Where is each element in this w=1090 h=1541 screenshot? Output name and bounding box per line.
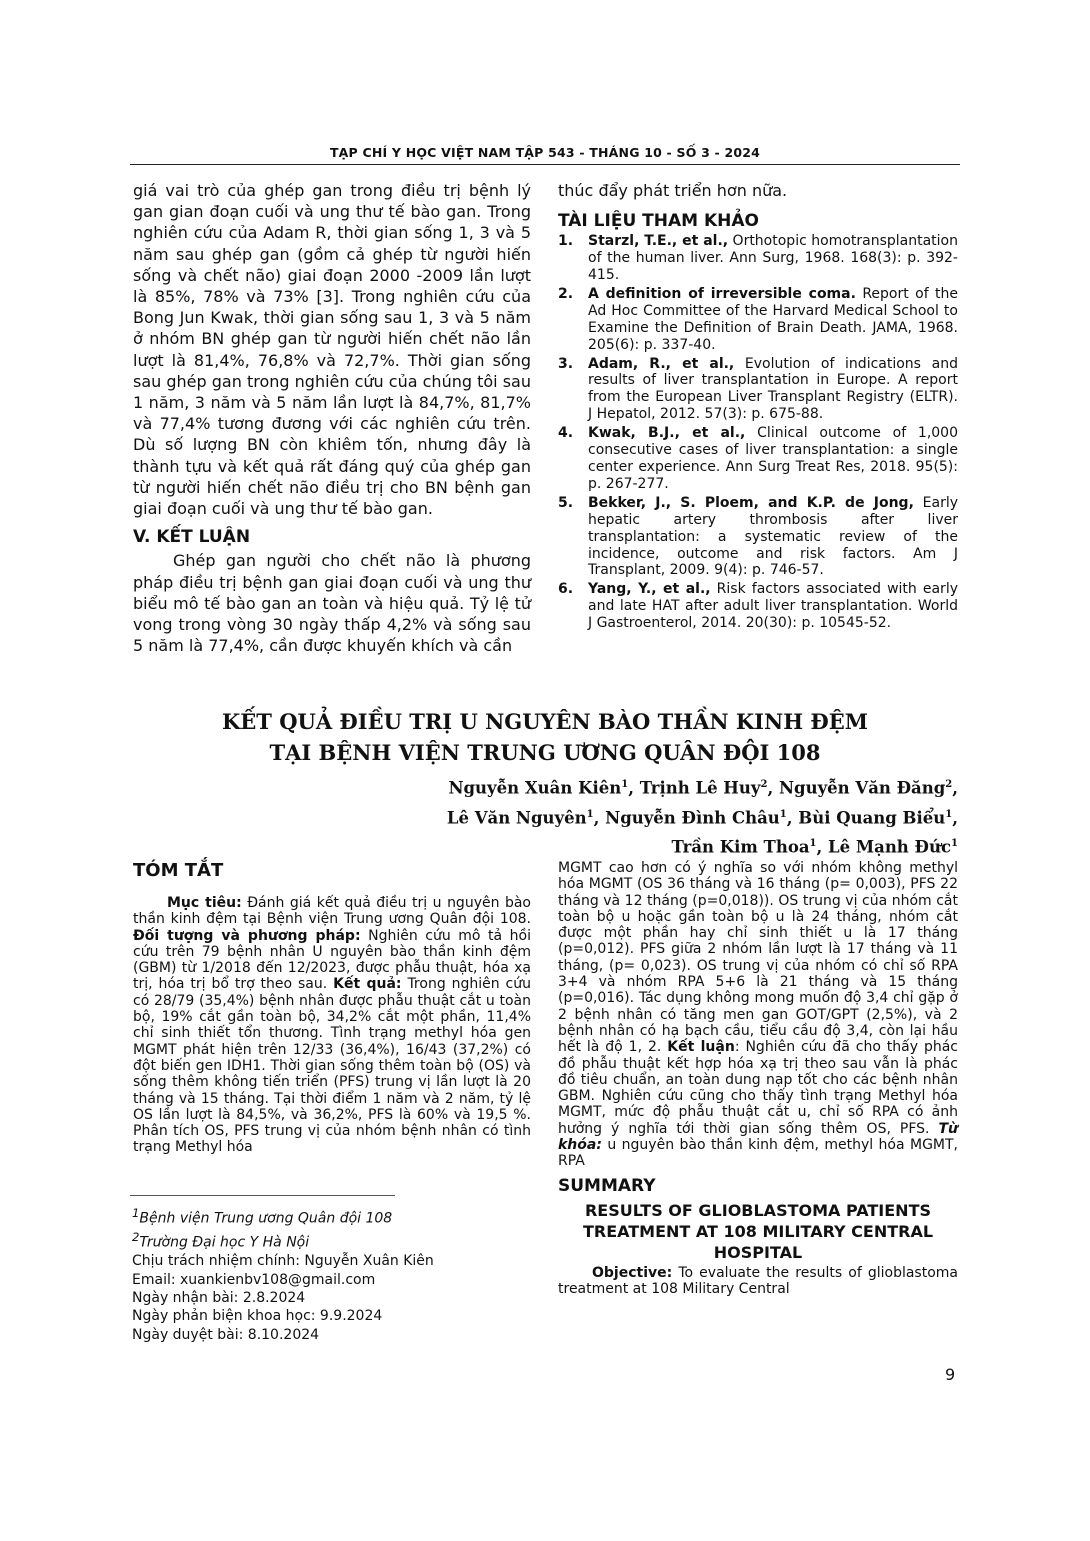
reference-item: 5. Bekker, J., S. Ploem, and K.P. de Jong, Early hepatic artery thrombosis after liver transplantation: a systematic review of the incidence, outcome and risk factors. Am J Transplant, 2009. 9(4): p. 746-57. (558, 494, 958, 579)
author-affiliation: 1 (945, 808, 953, 820)
author-name: Nguyễn Văn Đăng (778, 778, 946, 798)
abstract-heading: TÓM TẮT (133, 860, 224, 881)
author-list: Nguyễn Xuân Kiên$^1$, Trịnh Lê Huy$^2$, Nguyễn Văn Đăng$^2$, Lê Văn Nguyên$^1$, Nguyễn Đình Châu$^1$, Bùi Quang Biểu$^1$, Trần Kim Thoa$^1$, Lê Mạnh Đức$^1$ (446, 778, 958, 857)
accepted-date: Ngày duyệt bài: 8.10.2024 (132, 1326, 320, 1343)
abstract-continuation: MGMT cao hơn có ý nghĩa so với nhóm không methyl hóa MGMT (OS 36 tháng và 16 tháng (p= 0,003), PFS 22 tháng và 12 tháng (p=0,018)). OS trung vị của nhóm cắt toàn bộ u hoặc gần toàn bộ u là 24 tháng, nhóm cắt được một phần hay chỉ sinh thiết u là 17 tháng (p=0,012). PFS giữa 2 nhóm lần lượt là 17 tháng và 11 tháng, (p= 0,023). OS trung vị của nhóm có chỉ số RPA 3+4 và nhóm RPA 5+6 là 21 tháng và 15 tháng (p=0,016). Tác dụng không mong muốn độ 3,4 chỉ gặp ở 2 bệnh nhân có tăng men gan GOT/GPT (2,5%), và 2 bệnh nhân có hạ bạch cầu, tiểu cầu độ 3,4, còn lại hầu hết là độ 1, 2. Kết luận: Nghiên cứu đã cho thấy phác đồ phẫu thuật kết hợp hóa xạ trị theo sau vẫn là phác đồ tiêu chuẩn, an toàn dung nạp tốt cho các bệnh nhân GBM. Nghiên cứu cũng cho thấy tình trạng Methyl hóa MGMT, mức độ phẫu thuật cắt u, chỉ số RPA có ảnh hưởng ý nghĩa tới thời gian sống thêm OS, PFS. Từ khóa: u nguyên bào thần kinh đệm, methyl hóa MGMT, RPA (558, 860, 958, 1170)
conclusion-paragraph: Ghép gan người cho chết não là phương pháp điều trị bệnh gan giai đoạn cuối và ung thư biểu mô tế bào gan an toàn và hiệu quả. Tỷ lệ tử vong trong vòng 30 ngày thấp 4,2% và sống sau 5 năm là 77,4%, cần được khuyến khích và cần (133, 551, 531, 656)
author-affiliation: 1 (809, 838, 817, 849)
received-date: Ngày nhận bài: 2.8.2024 (132, 1289, 306, 1306)
summary-heading: SUMMARY (558, 1175, 656, 1196)
author-affiliation: 2 (760, 779, 768, 790)
article-title (130, 706, 960, 768)
corresponding-author: Chịu trách nhiệm chính: Nguyễn Xuân Kiên (132, 1253, 434, 1270)
footnote-rule (130, 1195, 395, 1196)
reference-item: 1. Starzl, T.E., et al., Orthotopic homotransplantation of the human liver. Ann Surg, 1968. 168(3): p. 392-415. (558, 233, 958, 284)
author-affiliation: 2 (945, 779, 953, 790)
continuation-text: thúc đẩy phát triển hơn nữa. (558, 181, 788, 200)
author-affiliation: 1 (621, 779, 629, 790)
author-name: Nguyễn Xuân Kiên (448, 778, 622, 798)
author-affiliation: 1 (586, 808, 594, 820)
reference-item: 6. Yang, Y., et al., Risk factors associated with early and late HAT after adult liver transplantation. World J Gastroenterol, 2014. 20(30): p. 10545-52. (558, 581, 958, 632)
reference-item: 3. Adam, R., et al., Evolution of indications and results of liver transplantation in Europe. A report from the European Liver Transplant Registry (ELTR). J Hepatol, 2012. 57(3): p. 675-88. (558, 355, 958, 423)
right-column-top (558, 180, 958, 634)
abstract-left-column (133, 860, 531, 1170)
header-rule (130, 164, 960, 165)
reference-list (558, 233, 958, 632)
references-heading: TÀI LIỆU THAM KHẢO (558, 211, 759, 232)
journal-header: TẠP CHÍ Y HỌC VIỆT NAM TẬP 543 - THÁNG 10 - SỐ 3 - 2024 (329, 145, 761, 160)
author-name: Nguyễn Đình Châu (605, 808, 780, 827)
left-column-top (133, 180, 531, 656)
title-line-2: TẠI BỆNH VIỆN TRUNG ƯƠNG QUÂN ĐỘI 108 (269, 740, 821, 765)
page-number: 9 (945, 1365, 956, 1384)
discussion-paragraph: giá vai trò của ghép gan trong điều trị bệnh lý gan gian đoạn cuối và ung thư tế bào gan. Trong nghiên cứu của Adam R, thời gian sống 1, 3 và 5 năm sau ghép gan (gồm cả ghép từ người hiến sống và chết não) giai đoạn 2000 -2009 lần lượt là 85%, 78% và 73% [3]. Trong nghiên cứu của Bong Jun Kwak, thời gian sống sau 1, 3 và 5 năm ở nhóm BN ghép gan từ người hiến chết não lần lượt là 81,4%, 76,8% và 72,7%. Thời gian sống sau ghép gan trong nghiên cứu của chúng tôi sau 1 năm, 3 năm và 5 năm lần lượt là 84,7%, 81,7% và 77,4% tương đương với các nghiên cứu trên. Dù số lượng BN còn khiêm tốn, nhưng đây là thành tựu và kết quả rất đáng quý của ghép gan từ người hiến chết não điều trị cho BN bệnh gan giai đoạn cuối và ung thư tế bào gan. (133, 181, 531, 519)
reference-item: 2. A definition of irreversible coma. Report of the Ad Hoc Committee of the Harvard Medical School to Examine the Definition of Brain Death. JAMA, 1968. 205(6): p. 337-40. (558, 285, 958, 353)
review-date: Ngày phản biện khoa học: 9.9.2024 (132, 1308, 383, 1325)
author-name: Bùi Quang Biểu (798, 808, 946, 827)
reference-item: 4. Kwak, B.J., et al., Clinical outcome of 1,000 consecutive cases of liver transplantation: a single center experience. Ann Surg Treat Res, 2018. 95(5): p. 267-277. (558, 425, 958, 492)
author-name: Lê Mạnh Đức (828, 837, 952, 857)
author-affiliation: 1 (779, 808, 787, 820)
abstract-body: Mục tiêu: Đánh giá kết quả điều trị u nguyên bào thần kinh đệm tại Bệnh viện Trung ương Quân đội 108. Đối tượng và phương pháp: Nghiên cứu mô tả hồi cứu trên 79 bệnh nhân U nguyên bào thần kinh đệm (GBM) từ 1/2018 đến 12/2023, được phẫu thuật, hóa xạ trị, hóa trị bổ trợ theo sau. Kết quả: Trong nghiên cứu có 28/79 (35,4%) bệnh nhân được phẫu thuật cắt u toàn bộ, 19% cắt gần toàn bộ, 34,2% cắt một phần, 11,4% chỉ sinh thiết tổn thương. Tình trạng methyl hóa gen MGMT phát hiện trên 12/33 (36,4%), 16/43 (37,2%) có đột biến gen IDH1. Thời gian sống thêm toàn bộ (OS) và sống thêm không tiến triển (PFS) trung vị lần lượt là 20 tháng và 15 tháng. Tại thời điểm 1 năm và 2 năm, tỷ lệ OS lần lượt là 84,5%, và 36,2%, PFS là 60% và 19,5 %. Phân tích OS, PFS trung vị của nhóm bệnh nhân có tình trạng Methyl hóa (133, 895, 532, 1156)
author-name: Lê Văn Nguyên (446, 808, 587, 827)
footnotes (132, 1204, 532, 1344)
email: Email: xuankienbv108@gmail.com (132, 1271, 376, 1288)
title-line-1: KẾT QUẢ ĐIỀU TRỊ U NGUYÊN BÀO THẦN KINH ĐỆM (222, 709, 868, 734)
abstract-right-column (558, 860, 958, 1297)
affiliation-2: $^2$Trường Đại học Y Hà Nội (132, 1230, 310, 1251)
summary-body: Objective: To evaluate the results of glioblastoma treatment at 108 Military Central (558, 1264, 958, 1297)
author-name: Trịnh Lê Huy (639, 778, 761, 798)
author-name: Trần Kim Thoa (671, 837, 810, 857)
affiliation-1: $^1$Bệnh viện Trung ương Quân đội 108 (132, 1206, 393, 1227)
author-affiliation: 1 (951, 838, 958, 849)
summary-title: RESULTS OF GLIOBLASTOMA PATIENTS TREATMENT AT 108 MILITARY CENTRAL HOSPITAL (582, 1200, 934, 1262)
conclusion-heading: V. KẾT LUẬN (133, 527, 251, 548)
